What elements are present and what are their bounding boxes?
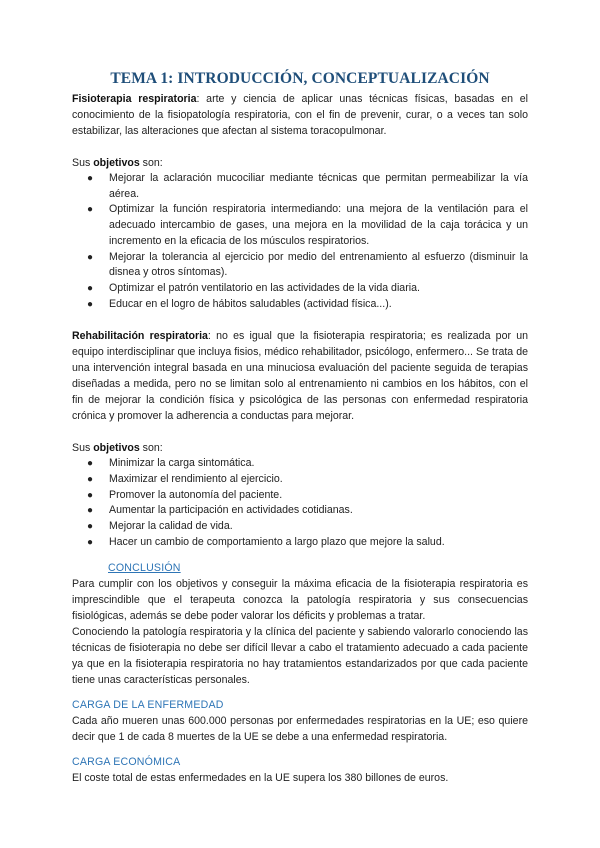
list-item: ● Minimizar la carga sintomática. <box>72 456 528 472</box>
list-item: ● Promover la autonomía del paciente. <box>72 488 528 504</box>
bullet-icon: ● <box>87 536 94 548</box>
burden-heading: CARGA DE LA ENFERMEDAD <box>72 698 224 711</box>
list-item: ● Optimizar el patrón ventilatorio en las actividades de la vida diaria. <box>72 281 528 297</box>
bullet-icon: ● <box>87 251 94 263</box>
bullet-icon: ● <box>87 204 94 216</box>
list-item: ● Aumentar la participación en actividades cotidianas. <box>72 503 528 519</box>
list-item: ● Mejorar la tolerancia al ejercicio por medio del entrenamiento al esfuerzo (disminuir la disnea y otros síntomas). <box>87 250 528 279</box>
conclusion-paragraph-2: Conociendo la patología respiratoria y la clínica del paciente y sabiendo valorarlo conociendo las técnicas de fisioterapia no debe ser difícil llevar a cabo el tratamiento adecuado a cada paciente ya que en la fisioterapia respiratoria no hay tratamientos estandarizados por que cada paciente tiene unas características personales. <box>72 625 528 686</box>
list-item: ● Educar en el logro de hábitos saludables (actividad física...). <box>72 297 528 313</box>
rehabilitacion-term: Rehabilitación respiratoria <box>72 330 208 343</box>
bullet-icon: ● <box>87 521 94 533</box>
bullet-icon: ● <box>87 282 94 294</box>
rehabilitacion-objectives-list <box>72 456 528 550</box>
fisioterapia-objectives-intro: Sus objetivos son: <box>72 157 163 169</box>
bullet-icon: ● <box>87 298 94 310</box>
fisioterapia-objectives-list <box>72 171 528 312</box>
list-item: ● Optimizar la función respiratoria intermediando: una mejora de la ventilación para el adecuado intercambio de gases, una mejora en la movilidad de la caja torácica y un incremento en la eficacia de los músculos respiratorios. <box>87 203 528 247</box>
bullet-icon: ● <box>87 474 94 486</box>
bullet-icon: ● <box>87 173 94 184</box>
list-item: ● Mejorar la aclaración mucociliar mediante técnicas que permitan permeabilizar la vía aérea. <box>87 172 528 200</box>
conclusion-heading: CONCLUSIÓN <box>108 561 181 574</box>
list-item: ● Maximizar el rendimiento al ejercicio. <box>72 472 528 488</box>
list-item: ● Hacer un cambio de comportamiento a largo plazo que mejore la salud. <box>72 535 528 551</box>
fisioterapia-term: Fisioterapia respiratoria <box>72 93 197 105</box>
burden-paragraph: Cada año mueren unas 600.000 personas por enfermedades respiratorias en la UE; eso quiere decir que 1 de cada 8 muertes de la UE se debe a una enfermedad respiratoria. <box>72 714 528 743</box>
rehabilitacion-definition: Rehabilitación respiratoria: no es igual que la fisioterapia respiratoria; es realizada por un equipo interdisciplinar que incluya fisios, médico rehabilitador, psicólogo, enfermero... Se trata de una intervención integral basada en una minuciosa evaluación del paciente seguida de terapias diseñadas a medida, pero no se limitan solo al entrenamiento ni cambios en los hábitos, con el fin de mejorar la condición física y psicológica de las personas con enfermedad respiratoria crónica y promover la adherencia a conductas para mejorar. <box>72 330 528 423</box>
fisioterapia-definition: Fisioterapia respiratoria: arte y ciencia de aplicar unas técnicas físicas, basadas en el conocimiento de la fisiopatología respiratoria, con el fin de prevenir, curar, o a veces tan solo estabilizar, las alteraciones que afectan al sistema toracopulmonar. <box>72 93 528 137</box>
page-title: TEMA 1: INTRODUCCIÓN, CONCEPTUALIZACIÓN <box>110 70 490 87</box>
bullet-icon: ● <box>87 489 94 501</box>
economic-heading: CARGA ECONÓMICA <box>72 755 181 768</box>
bullet-icon: ● <box>87 458 94 470</box>
economic-paragraph: El coste total de estas enfermedades en la UE supera los 380 billones de euros. <box>72 771 449 784</box>
document-page <box>72 70 528 786</box>
conclusion-paragraph-1: Para cumplir con los objetivos y conseguir la máxima eficacia de la fisioterapia respiratoria es imprescindible que el terapeuta conozca la patología respiratoria y sus consecuencias fisiológicas, además se debe poder valorar los déficits y problemas a tratar. <box>72 577 528 622</box>
list-item: ● Mejorar la calidad de vida. <box>72 519 528 535</box>
rehabilitacion-objectives-intro: Sus objetivos son: <box>72 442 163 455</box>
bullet-icon: ● <box>87 505 94 517</box>
